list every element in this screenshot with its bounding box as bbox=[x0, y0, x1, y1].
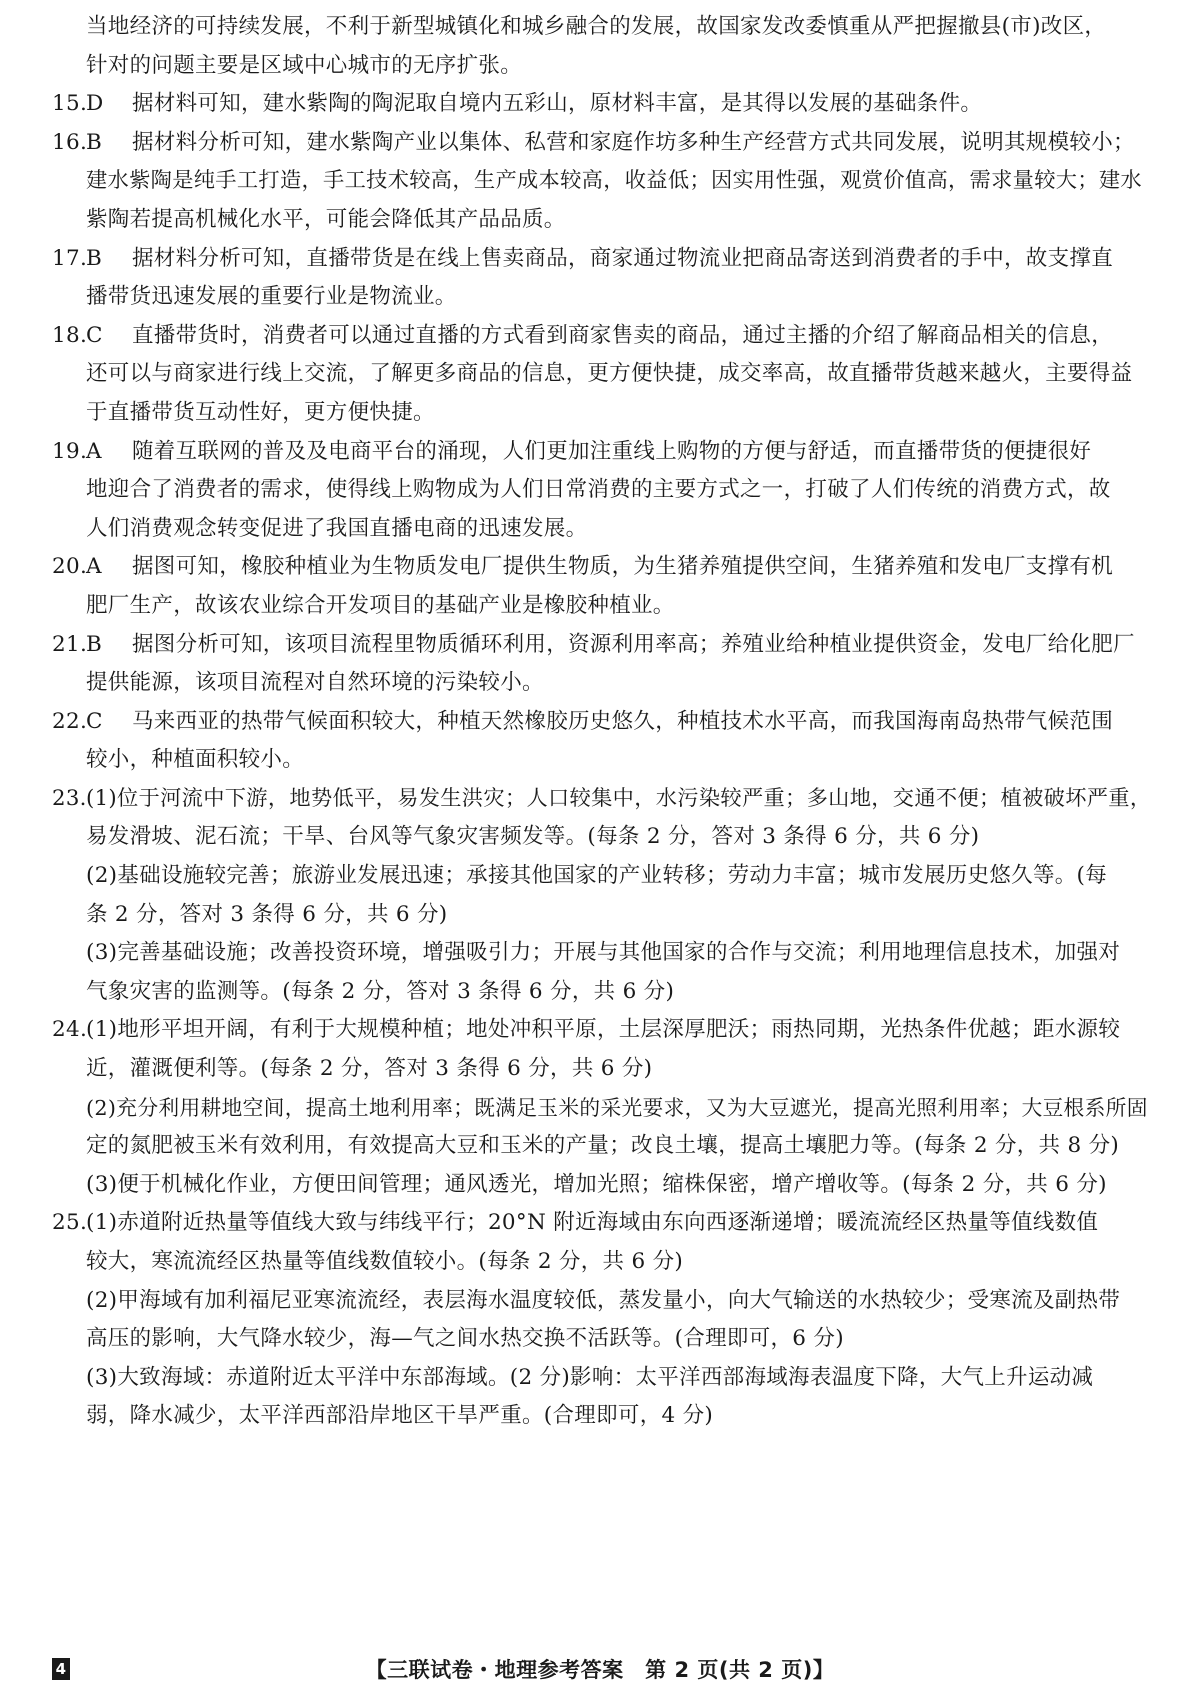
answer-letter: A bbox=[86, 438, 102, 464]
line-text: 气象灾害的监测等。(每条 2 分，答对 3 条得 6 分，共 6 分) bbox=[86, 978, 675, 1004]
line-text: 较小，种植面积较小。 bbox=[86, 747, 305, 773]
line-text: 易发滑坡、泥石流；干旱、台风等气象灾害频发等。(每条 2 分，答对 3 条得 6 分，共 6 分) bbox=[86, 824, 980, 850]
text-line bbox=[52, 1166, 1152, 1205]
question-number: 18. bbox=[52, 322, 88, 348]
text-line bbox=[52, 1282, 1152, 1321]
line-text: (1)位于河流中下游，地势低平，易发生洪灾；人口较集中，水污染较严重；多山地，交通不便；植被破坏严重， bbox=[86, 785, 1152, 811]
footer-title: 【三联试卷・地理参考答案 第 2 页(共 2 页)】 bbox=[365, 1658, 835, 1682]
text-line bbox=[52, 355, 1152, 394]
question-number: 15. bbox=[52, 91, 88, 117]
line-text: 地迎合了消费者的需求，使得线上购物成为人们日常消费的主要方式之一，打破了人们传统的消费方式，故 bbox=[86, 477, 1111, 503]
line-text: 据图可知，橡胶种植业为生物质发电厂提供生物质，为生猪养殖提供空间，生猪养殖和发电厂支撑有机 bbox=[132, 554, 1114, 580]
line-text: (3)大致海域：赤道附近太平洋中东部海域。(2 分)影响：太平洋西部海域海表温度下降，大气上升运动减 bbox=[86, 1364, 1094, 1390]
text-line bbox=[52, 896, 1152, 935]
line-text: 据图分析可知，该项目流程里物质循环利用，资源利用率高；养殖业给种植业提供资金，发电厂给化肥厂 bbox=[132, 631, 1135, 657]
answer-letter: C bbox=[86, 322, 103, 348]
line-text: 弱，降水减少，太平洋西部沿岸地区干旱严重。(合理即可，4 分) bbox=[86, 1403, 714, 1429]
answer-content bbox=[52, 8, 1152, 1436]
line-text: (2)充分利用耕地空间，提高土地利用率；既满足玉米的采光要求，又为大豆遮光，提高光照利用率；大豆根系所固 bbox=[86, 1095, 1148, 1120]
line-text: (1)地形平坦开阔，有利于大规模种植；地处冲积平原，土层深厚肥沃；雨热同期，光热条件优越；距水源较 bbox=[86, 1017, 1121, 1043]
text-line bbox=[52, 201, 1152, 240]
answer-letter: B bbox=[86, 631, 103, 657]
line-text: 马来西亚的热带气候面积较大，种植天然橡胶历史悠久，种植技术水平高，而我国海南岛热带气候范围 bbox=[132, 708, 1114, 734]
line-text: (2)甲海域有加利福尼亚寒流流经，表层海水温度较低，蒸发量小，向大气输送的水热较少；受寒流及副热带 bbox=[86, 1287, 1121, 1313]
answer-letter: B bbox=[86, 245, 103, 271]
line-text: (3)完善基础设施；改善投资环境，增强吸引力；开展与其他国家的合作与交流；利用地理信息技术，加强对 bbox=[86, 940, 1121, 966]
line-text: 直播带货时，消费者可以通过直播的方式看到商家售卖的商品，通过主播的介绍了解商品相关的信息， bbox=[132, 322, 1114, 348]
text-line bbox=[52, 741, 1152, 780]
text-line bbox=[52, 1050, 1152, 1089]
question-number: 25. bbox=[52, 1210, 88, 1236]
line-text: 随着互联网的普及及电商平台的涌现，人们更加注重线上购物的方便与舒适，而直播带货的便捷很好 bbox=[132, 438, 1092, 464]
line-text: 高压的影响，大气降水较少，海—气之间水热交换不活跃等。(合理即可，6 分) bbox=[86, 1326, 844, 1352]
text-line bbox=[52, 780, 1152, 819]
answer-letter: A bbox=[86, 554, 102, 580]
text-line bbox=[52, 317, 1152, 356]
line-text: 较大，寒流流经区热量等值线数值较小。(每条 2 分，共 6 分) bbox=[86, 1249, 684, 1274]
text-line bbox=[52, 818, 1152, 857]
line-text: 据材料分析可知，直播带货是在线上售卖商品，商家通过物流业把商品寄送到消费者的手中，故支撑直 bbox=[132, 245, 1114, 271]
answer-letter: D bbox=[86, 91, 104, 117]
text-line bbox=[52, 85, 1152, 124]
text-line bbox=[52, 471, 1152, 510]
text-line bbox=[52, 587, 1152, 626]
line-text: 近，灌溉便利等。(每条 2 分，答对 3 条得 6 分，共 6 分) bbox=[86, 1056, 653, 1082]
text-line bbox=[52, 857, 1152, 896]
text-line bbox=[52, 548, 1152, 587]
page-number-badge: 4 bbox=[52, 1658, 70, 1680]
text-line bbox=[52, 1089, 1152, 1128]
question-number: 17. bbox=[52, 245, 88, 271]
text-line bbox=[52, 394, 1152, 433]
text-line bbox=[52, 433, 1152, 472]
text-line bbox=[52, 934, 1152, 973]
question-number: 21. bbox=[52, 631, 88, 657]
line-text: 针对的问题主要是区域中心城市的无序扩张。 bbox=[86, 52, 523, 78]
line-text: 提供能源，该项目流程对自然环境的污染较小。 bbox=[86, 670, 544, 696]
text-line bbox=[52, 1204, 1152, 1243]
question-number: 19. bbox=[52, 438, 88, 464]
line-text: 当地经济的可持续发展，不利于新型城镇化和城乡融合的发展，故国家发改委慎重从严把握撤县(市)改区， bbox=[86, 14, 1107, 39]
text-line bbox=[52, 626, 1152, 665]
text-line bbox=[52, 8, 1152, 47]
text-line bbox=[52, 1397, 1152, 1436]
text-line bbox=[52, 278, 1152, 317]
text-line bbox=[52, 1359, 1152, 1398]
line-text: 还可以与商家进行线上交流，了解更多商品的信息，更方便快捷，成交率高，故直播带货越来越火，主要得益 bbox=[86, 361, 1133, 387]
text-line bbox=[52, 1011, 1152, 1050]
line-text: 建水紫陶是纯手工打造，手工技术较高，生产成本较高，收益低；因实用性强，观赏价值高，需求量较大；建水 bbox=[86, 168, 1142, 194]
line-text: (2)基础设施较完善；旅游业发展迅速；承接其他国家的产业转移；劳动力丰富；城市发展历史悠久等。(每 bbox=[86, 863, 1108, 889]
text-line bbox=[52, 1320, 1152, 1359]
line-text: (1)赤道附近热量等值线大致与纬线平行；20°N 附近海域由东向西逐渐递增；暖流流经区热量等值线数值 bbox=[86, 1210, 1099, 1236]
text-line bbox=[52, 664, 1152, 703]
page-footer bbox=[0, 1650, 1200, 1690]
question-number: 16. bbox=[52, 129, 88, 155]
line-text: 于直播带货互动性好，更方便快捷。 bbox=[86, 399, 435, 425]
text-line bbox=[52, 510, 1152, 549]
question-number: 24. bbox=[52, 1017, 88, 1043]
answer-letter: B bbox=[86, 129, 103, 155]
text-line bbox=[52, 703, 1152, 742]
text-line bbox=[52, 240, 1152, 279]
question-number: 20. bbox=[52, 554, 88, 580]
text-line bbox=[52, 47, 1152, 86]
answer-letter: C bbox=[86, 708, 103, 734]
text-line bbox=[52, 973, 1152, 1012]
question-number: 23. bbox=[52, 785, 87, 811]
line-text: (3)便于机械化作业，方便田间管理；通风透光，增加光照；缩株保密，增产增收等。(每条 2 分，共 6 分) bbox=[86, 1171, 1107, 1197]
line-text: 肥厂生产，故该农业综合开发项目的基础产业是橡胶种植业。 bbox=[86, 592, 675, 618]
text-line bbox=[52, 124, 1152, 163]
line-text: 紫陶若提高机械化水平，可能会降低其产品品质。 bbox=[86, 206, 566, 232]
text-line bbox=[52, 162, 1152, 201]
question-number: 22. bbox=[52, 708, 88, 734]
line-text: 定的氮肥被玉米有效利用，有效提高大豆和玉米的产量；改良土壤，提高土壤肥力等。(每条 2 分，共 8 分) bbox=[86, 1133, 1120, 1159]
line-text: 据材料可知，建水紫陶的陶泥取自境内五彩山，原材料丰富，是其得以发展的基础条件。 bbox=[132, 91, 983, 117]
line-text: 人们消费观念转变促进了我国直播电商的迅速发展。 bbox=[86, 515, 588, 541]
line-text: 据材料分析可知，建水紫陶产业以集体、私营和家庭作坊多种生产经营方式共同发展，说明其规模较小； bbox=[132, 129, 1135, 155]
line-text: 条 2 分，答对 3 条得 6 分，共 6 分) bbox=[86, 901, 448, 927]
line-text: 播带货迅速发展的重要行业是物流业。 bbox=[86, 284, 457, 310]
text-line bbox=[52, 1243, 1152, 1282]
text-line bbox=[52, 1127, 1152, 1166]
